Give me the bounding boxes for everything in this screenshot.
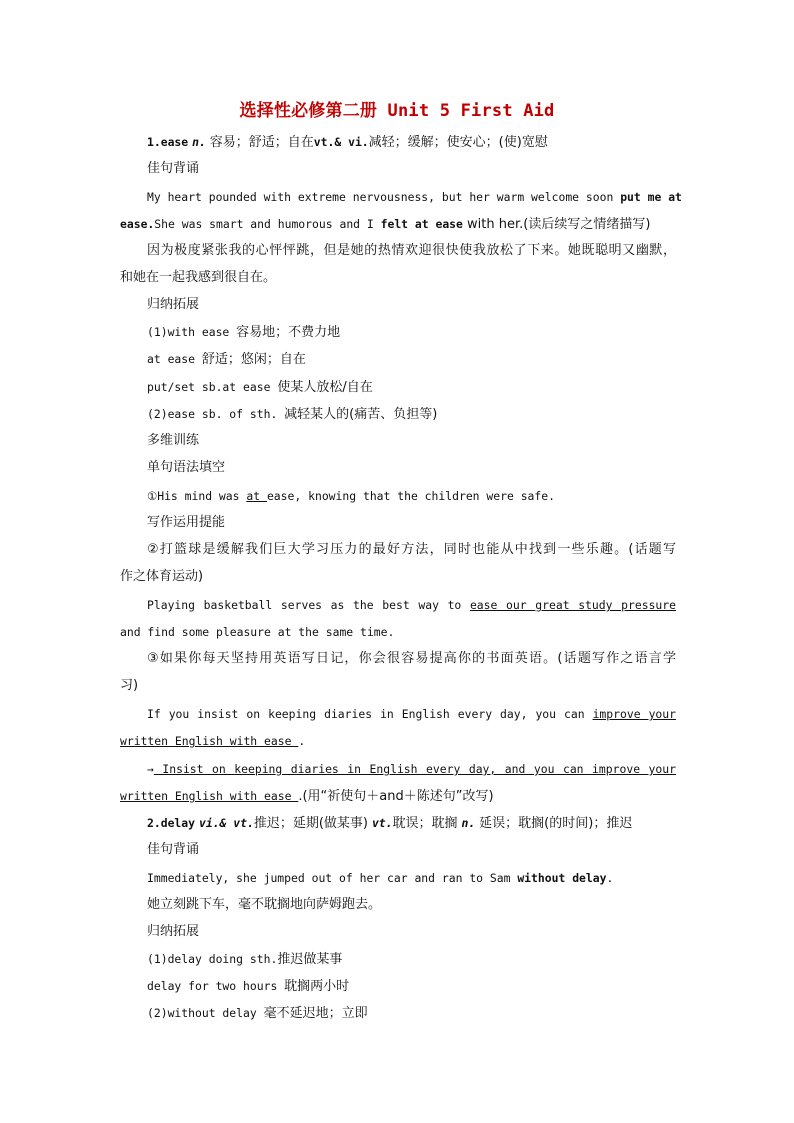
part-of-speech: vt. bbox=[371, 816, 393, 830]
example-text: with her.(读后续写之情绪描写) bbox=[462, 217, 651, 232]
phrase: put/set sb.at ease bbox=[147, 380, 278, 394]
expansion-item bbox=[147, 951, 676, 968]
exercise-en-line bbox=[147, 706, 676, 722]
rewrite-line bbox=[120, 788, 676, 805]
phrase: at ease bbox=[147, 352, 202, 366]
expansion-item bbox=[147, 978, 676, 995]
definition: 推迟；延期(做某事) bbox=[253, 816, 368, 831]
phrase-meaning: 使某人放松/自在 bbox=[277, 380, 373, 395]
example-zh-line: 和她在一起我感到很自在。 bbox=[120, 270, 277, 285]
phrase: (1)with ease bbox=[147, 325, 237, 339]
example-zh-line: 因为极度紧张我的心怦怦跳，但是她的热情欢迎很快使我放松了下来。她既聪明又幽默， bbox=[147, 243, 676, 258]
expansion-item bbox=[147, 1005, 676, 1022]
phrase-meaning: 耽搁两小时 bbox=[284, 979, 350, 994]
answer-blank: improve your bbox=[592, 707, 676, 721]
exercise-zh-line: 习) bbox=[120, 678, 139, 693]
entry-ease-heading bbox=[147, 134, 676, 151]
exercise-text: ease, knowing that the children were safe. bbox=[266, 489, 555, 503]
section-label-memorize: 佳句背诵 bbox=[147, 161, 200, 176]
key-phrase: put me at bbox=[620, 190, 682, 204]
section-label-expand: 归纳拓展 bbox=[147, 297, 200, 312]
entry-number: 1. bbox=[147, 135, 161, 149]
exercise-zh-line: ③如果你每天坚持用英语写日记，你会很容易提高你的书面英语。(话题写作之语言学 bbox=[147, 651, 676, 666]
definition: 耽误；耽搁 bbox=[392, 816, 458, 831]
section-label-expand: 归纳拓展 bbox=[147, 924, 200, 939]
definition: 容易；舒适；自在 bbox=[209, 135, 314, 150]
answer-blank: at bbox=[246, 489, 267, 503]
phrase: (2)without delay bbox=[147, 1006, 264, 1020]
answer-blank: Insist on keeping diaries in English every day, and you can improve your bbox=[153, 762, 676, 776]
phrase-meaning: 推迟做某事 bbox=[277, 952, 343, 967]
arrow-icon: → bbox=[147, 762, 154, 776]
exercise-zh-line: ②打篮球是缓解我们巨大学习压力的最好方法，同时也能从中找到一些乐趣。(话题写 bbox=[147, 542, 676, 557]
exercise-text: . bbox=[298, 734, 306, 748]
part-of-speech: n. bbox=[192, 135, 206, 149]
part-of-speech: vt.& vi. bbox=[313, 135, 369, 149]
section-label-memorize: 佳句背诵 bbox=[147, 842, 200, 857]
example-text: Immediately, she jumped out of her car and ran to Sam bbox=[147, 871, 518, 885]
part-of-speech: vi.& vt. bbox=[198, 816, 254, 830]
key-phrase: felt at ease bbox=[380, 217, 463, 231]
definition: 减轻；缓解；使安心；(使)宽慰 bbox=[368, 135, 548, 150]
phrase: (2)ease sb. of sth. bbox=[147, 407, 285, 421]
phrase-meaning: 舒适；悠闲；自在 bbox=[201, 352, 306, 367]
example-text: My heart pounded with extreme nervousness, but her warm welcome soon bbox=[147, 190, 621, 204]
exercise-en-line bbox=[147, 597, 676, 613]
exercise-zh-line: 作之体育运动) bbox=[120, 569, 204, 584]
example-en-line bbox=[120, 216, 676, 233]
rewrite-note: .(用“祈使句＋and＋陈述句”改写) bbox=[298, 789, 494, 804]
section-label-training: 多维训练 bbox=[147, 433, 200, 448]
page-title: 选择性必修第二册 Unit 5 First Aid bbox=[239, 101, 555, 121]
exercise-text: If you insist on keeping diaries in English every day, you can bbox=[147, 707, 593, 721]
exercise-text: Playing basketball serves as the best way to bbox=[147, 598, 470, 612]
phrase: delay for two hours bbox=[147, 979, 285, 993]
entry-delay-heading bbox=[147, 815, 676, 832]
part-of-speech: n. bbox=[461, 816, 476, 830]
answer-blank: ease our great study pressure bbox=[469, 598, 676, 612]
exercise-text: ①His mind was bbox=[147, 489, 247, 503]
expansion-item bbox=[147, 406, 676, 423]
phrase: (1)delay doing sth. bbox=[147, 952, 278, 966]
example-text: . bbox=[606, 871, 614, 885]
answer-blank: written English with ease bbox=[120, 734, 299, 748]
exercise-item bbox=[147, 488, 676, 504]
answer-blank: written English with ease bbox=[120, 789, 299, 803]
example-en-line bbox=[147, 189, 682, 205]
expansion-item bbox=[147, 379, 676, 396]
expansion-item bbox=[147, 324, 676, 341]
key-phrase: ease. bbox=[120, 217, 155, 231]
entry-word: delay bbox=[160, 816, 196, 830]
entry-word: ease bbox=[160, 135, 189, 149]
phrase-meaning: 毫不延迟地；立即 bbox=[263, 1006, 368, 1021]
rewrite-line bbox=[147, 761, 676, 777]
example-en-line bbox=[147, 870, 676, 886]
exercise-en-line bbox=[120, 733, 676, 749]
section-label-writing: 写作运用提能 bbox=[147, 515, 226, 530]
key-phrase: without delay bbox=[517, 871, 607, 885]
example-text: She was smart and humorous and I bbox=[154, 217, 381, 231]
section-label-fill-blank: 单句语法填空 bbox=[147, 460, 226, 475]
expansion-item bbox=[147, 351, 676, 368]
definition: 延误；耽搁(的时间)；推迟 bbox=[479, 816, 633, 831]
example-zh-line: 她立刻跳下车，毫不耽搁地向萨姆跑去。 bbox=[147, 897, 382, 912]
phrase-meaning: 容易地；不费力地 bbox=[236, 325, 341, 340]
phrase-meaning: 减轻某人的(痛苦、负担等) bbox=[284, 407, 438, 422]
exercise-en-line: and find some pleasure at the same time. bbox=[120, 625, 395, 639]
entry-number: 2. bbox=[147, 816, 161, 830]
